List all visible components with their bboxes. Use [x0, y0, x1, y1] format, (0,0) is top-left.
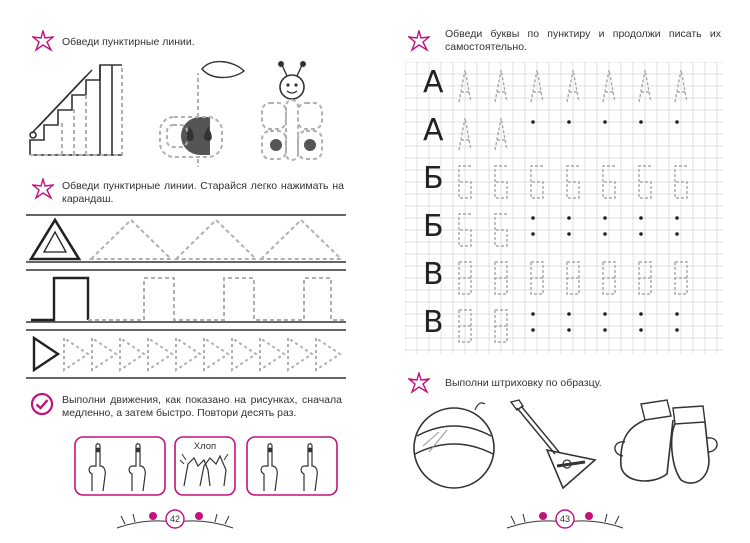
letter-be: Б	[423, 209, 444, 244]
start-dot	[531, 232, 535, 236]
start-dot	[567, 120, 571, 124]
start-dot	[603, 328, 607, 332]
star-icon	[32, 178, 54, 200]
instruction-3: Выполни движения, как показано на рисунках, сначала медленно, а затем быстро. Повтори десять раз.	[62, 394, 342, 419]
balalaika-picture	[503, 396, 603, 492]
letter-a: А	[423, 113, 444, 148]
star-icon	[408, 372, 430, 394]
hand-card-fingers	[246, 436, 338, 496]
start-dot	[603, 216, 607, 220]
letter-be-trace: Б	[423, 161, 444, 196]
start-dot	[675, 328, 679, 332]
start-dot	[567, 328, 571, 332]
trace-illustrations	[22, 55, 352, 170]
start-dot	[639, 232, 643, 236]
start-dot	[639, 120, 643, 124]
start-dot	[675, 232, 679, 236]
start-dot	[531, 328, 535, 332]
star-icon	[32, 30, 54, 52]
stairs-picture	[30, 65, 122, 155]
start-dot	[531, 120, 535, 124]
hand-card-fingers	[74, 436, 166, 496]
start-dot	[603, 120, 607, 124]
start-dot	[639, 328, 643, 332]
start-dot	[567, 216, 571, 220]
ball-picture	[409, 396, 499, 492]
letter-a-trace: А	[423, 65, 444, 100]
star-icon	[408, 30, 430, 52]
start-dot	[639, 216, 643, 220]
start-dot	[567, 312, 571, 316]
mittens-picture	[611, 396, 721, 492]
drops-picture	[160, 62, 244, 167]
instruction-5: Выполни штриховку по образцу.	[445, 377, 602, 389]
checkmark-icon	[30, 392, 54, 416]
right-page	[375, 0, 750, 543]
card-label: Хлоп	[193, 441, 217, 452]
instruction-4: Обведи буквы по пунктиру и продолжи писать их самостоятельно.	[445, 28, 721, 53]
start-dot	[675, 216, 679, 220]
butterfly-picture	[262, 61, 322, 160]
start-dot	[531, 312, 535, 316]
start-dot	[639, 312, 643, 316]
page-number: 42	[169, 514, 180, 524]
page-number: 43	[559, 514, 570, 524]
letter-grid	[405, 62, 723, 354]
start-dot	[603, 312, 607, 316]
start-dot	[675, 120, 679, 124]
instruction-1: Обведи пунктирные линии.	[62, 36, 195, 48]
start-dot	[603, 232, 607, 236]
start-dot	[567, 232, 571, 236]
instruction-2: Обведи пунктирные линии. Старайся легко нажимать на карандаш.	[62, 180, 344, 205]
start-dot	[675, 312, 679, 316]
letters-column	[423, 62, 451, 354]
trace-rows	[26, 210, 346, 380]
start-dot	[531, 216, 535, 220]
letter-ve: В	[423, 305, 444, 340]
letter-ve-trace: В	[423, 257, 444, 292]
